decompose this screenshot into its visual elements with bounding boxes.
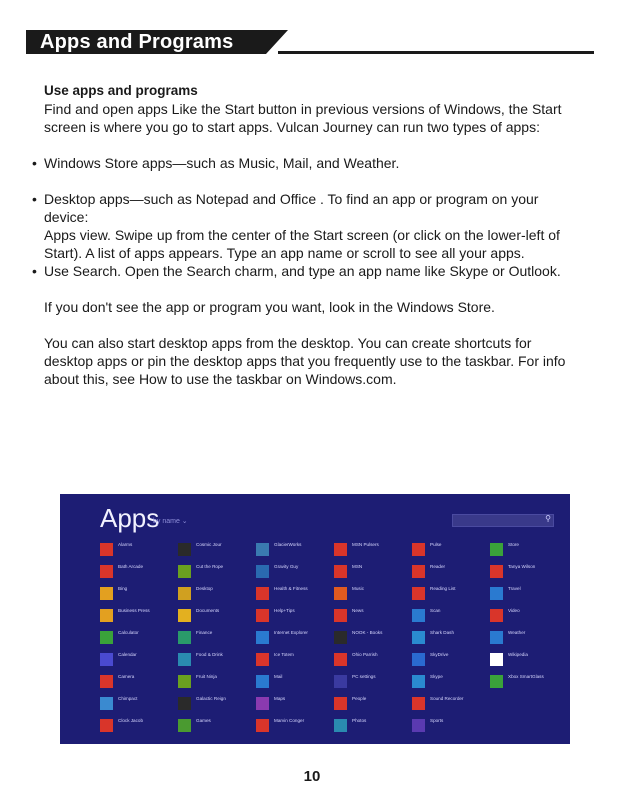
app-tile[interactable] — [178, 716, 258, 738]
app-name: Desktop — [196, 586, 213, 591]
app-icon — [256, 565, 269, 578]
app-tile[interactable] — [490, 584, 570, 606]
app-name: Travel — [508, 586, 521, 591]
app-icon — [412, 697, 425, 710]
app-name: Chimpact — [118, 696, 138, 701]
app-name: Galactic Reign — [196, 696, 226, 701]
app-icon — [412, 609, 425, 622]
app-icon — [334, 587, 347, 600]
app-column — [490, 540, 570, 694]
apps-title: Apps — [100, 503, 160, 533]
app-tile[interactable] — [100, 562, 180, 584]
app-name: Food & Drink — [196, 652, 223, 657]
app-tile[interactable] — [412, 716, 492, 738]
body-text — [32, 82, 584, 388]
app-name: Skype — [430, 674, 443, 679]
app-name: Calendar — [118, 652, 137, 657]
app-column — [178, 540, 258, 738]
app-name: Bath Arcade — [118, 564, 144, 569]
app-icon — [100, 675, 113, 688]
app-icon — [100, 587, 113, 600]
app-tile[interactable] — [490, 540, 570, 562]
app-icon — [256, 543, 269, 556]
desktop-note: You can also start desktop apps from the desktop. You can create shortcuts for desktop apps or pin the desktop apps that you frequently use to the taskbar. For info about this, see How to use the taskbar on Windows.com. — [44, 335, 566, 387]
app-tile[interactable] — [100, 650, 180, 672]
app-tile[interactable] — [100, 540, 180, 562]
app-icon — [178, 587, 191, 600]
app-tile[interactable] — [100, 694, 180, 716]
app-icon — [412, 587, 425, 600]
app-name: Shark Dash — [430, 630, 455, 635]
app-tile[interactable] — [490, 650, 570, 672]
app-icon — [334, 631, 347, 644]
apps-view-screenshot — [60, 494, 570, 744]
app-tile[interactable] — [412, 694, 492, 716]
app-icon — [334, 719, 347, 732]
app-name: Sports — [430, 718, 444, 723]
app-icon — [412, 631, 425, 644]
app-icon — [178, 653, 191, 666]
app-icon — [178, 631, 191, 644]
app-icon — [412, 719, 425, 732]
app-name: SkyDrive — [430, 652, 449, 657]
app-name: Mail — [274, 674, 283, 679]
app-icon — [100, 543, 113, 556]
app-tile[interactable] — [490, 628, 570, 650]
app-name: Pulse — [430, 542, 442, 547]
app-tile[interactable] — [334, 562, 414, 584]
app-column — [256, 540, 336, 738]
app-tile[interactable] — [412, 650, 492, 672]
app-tile[interactable] — [334, 716, 414, 738]
bullet-desktop-apps: • Desktop apps—such as Notepad and Office . To find an app or program on your device: — [32, 191, 539, 225]
app-icon — [490, 631, 503, 644]
app-icon — [490, 675, 503, 688]
app-tile[interactable] — [256, 606, 336, 628]
app-icon — [490, 565, 503, 578]
app-name: NOOK - Books — [352, 630, 383, 635]
app-icon — [412, 543, 425, 556]
app-name: Clock Jacob — [118, 718, 144, 723]
app-name: Fruit Ninja — [196, 674, 217, 679]
header-rule — [278, 51, 594, 54]
app-tile[interactable] — [334, 584, 414, 606]
app-name: Alarms — [118, 542, 133, 547]
app-icon — [490, 609, 503, 622]
app-icon — [100, 609, 113, 622]
app-icon — [256, 587, 269, 600]
app-icon — [256, 719, 269, 732]
app-name: Gravity Guy — [274, 564, 299, 569]
app-icon — [178, 675, 191, 688]
app-name: People — [352, 696, 367, 701]
app-name: Camera — [118, 674, 135, 679]
app-name: Tanya Wilson — [508, 564, 536, 569]
app-tile[interactable] — [256, 540, 336, 562]
app-icon — [412, 675, 425, 688]
app-column — [412, 540, 492, 738]
app-tile[interactable] — [178, 606, 258, 628]
apps-search-box[interactable] — [452, 514, 554, 527]
apps-view-paragraph: Apps view. Swipe up from the center of the Start screen (or click on the lower-left of Start). A list of apps appears. Type an app name or scroll to see all your apps. — [44, 227, 560, 261]
app-name: Store — [508, 542, 519, 547]
app-name: Ice Totem — [274, 652, 294, 657]
section-header — [26, 30, 594, 56]
app-name: Bing — [118, 586, 128, 591]
app-tile[interactable] — [334, 540, 414, 562]
app-tile[interactable] — [100, 584, 180, 606]
app-column — [334, 540, 414, 738]
app-tile[interactable] — [490, 672, 570, 694]
app-tile[interactable] — [178, 694, 258, 716]
app-name: Weather — [508, 630, 526, 635]
app-name: Music — [352, 586, 364, 591]
app-name: Xbox SmartGlass — [508, 674, 544, 679]
app-name: Business Press — [118, 608, 150, 613]
app-name: Reader — [430, 564, 446, 569]
search-icon: ⚲ — [545, 514, 551, 523]
app-icon — [334, 609, 347, 622]
app-tile[interactable] — [334, 694, 414, 716]
app-icon — [490, 653, 503, 666]
app-icon — [178, 543, 191, 556]
app-tile[interactable] — [412, 672, 492, 694]
app-icon — [490, 587, 503, 600]
app-icon — [100, 631, 113, 644]
sort-dropdown[interactable]: by name ⌄ — [153, 518, 188, 525]
app-name: Finance — [196, 630, 213, 635]
app-name: Games — [196, 718, 211, 723]
app-name: Health & Fitness — [274, 586, 308, 591]
app-name: PC settings — [352, 674, 376, 679]
app-icon — [412, 565, 425, 578]
app-icon — [334, 697, 347, 710]
app-tile[interactable] — [412, 584, 492, 606]
app-icon — [256, 609, 269, 622]
app-icon — [100, 565, 113, 578]
bullet-search: • Use Search. Open the Search charm, and type an app name like Skype or Outlook. — [32, 263, 561, 279]
app-name: Photos — [352, 718, 367, 723]
app-icon — [256, 675, 269, 688]
app-tile[interactable] — [256, 716, 336, 738]
app-name: Maps — [274, 696, 286, 701]
app-tile[interactable] — [100, 606, 180, 628]
app-name: Cut the Rope — [196, 564, 224, 569]
app-icon — [256, 653, 269, 666]
app-tile[interactable] — [100, 628, 180, 650]
app-tile[interactable] — [256, 628, 336, 650]
app-tile[interactable] — [412, 540, 492, 562]
app-tile[interactable] — [412, 562, 492, 584]
app-column — [100, 540, 180, 738]
app-tile[interactable] — [256, 584, 336, 606]
app-name: Help+Tips — [274, 608, 295, 613]
app-name: Scan — [430, 608, 441, 613]
app-icon — [256, 697, 269, 710]
app-name: MSN Pulsers — [352, 542, 379, 547]
app-tile[interactable] — [256, 672, 336, 694]
app-icon — [178, 609, 191, 622]
bullet-store-apps: • Windows Store apps—such as Music, Mail, and Weather. — [32, 155, 400, 171]
app-name: Internet Explorer — [274, 630, 308, 635]
app-icon — [256, 631, 269, 644]
page-title: Apps and Programs — [40, 31, 234, 53]
app-tile[interactable] — [490, 562, 570, 584]
app-tile[interactable] — [412, 606, 492, 628]
app-icon — [178, 719, 191, 732]
page-number: 10 — [303, 768, 321, 785]
app-tile[interactable] — [178, 672, 258, 694]
app-name: Video — [508, 608, 520, 613]
app-name: Sound Recorder — [430, 696, 464, 701]
app-icon — [178, 565, 191, 578]
app-icon — [412, 653, 425, 666]
app-tile[interactable] — [412, 628, 492, 650]
app-name: Wikipedia — [508, 652, 528, 657]
app-tile[interactable] — [178, 628, 258, 650]
app-icon — [100, 719, 113, 732]
app-tile[interactable] — [490, 606, 570, 628]
app-icon — [100, 697, 113, 710]
app-icon — [178, 697, 191, 710]
app-icon — [334, 675, 347, 688]
app-name: Marvin Conger — [274, 718, 305, 723]
app-tile[interactable] — [178, 584, 258, 606]
app-name: Documents — [196, 608, 220, 613]
app-icon — [334, 653, 347, 666]
store-note: If you don't see the app or program you want, look in the Windows Store. — [44, 299, 495, 315]
app-icon — [334, 543, 347, 556]
app-tile[interactable] — [100, 672, 180, 694]
app-tile[interactable] — [256, 562, 336, 584]
app-name: Cosmic Jour — [196, 542, 222, 547]
app-name: Calculator — [118, 630, 139, 635]
app-tile[interactable] — [334, 650, 414, 672]
app-icon — [100, 653, 113, 666]
intro-paragraph: Find and open apps Like the Start button in previous versions of Windows, the Start screen is where you go to start apps. Vulcan Journey can run two types of apps: — [44, 101, 562, 135]
app-name: Ohio Parrish — [352, 652, 378, 657]
app-name: GlacierWorks — [274, 542, 302, 547]
app-tile[interactable] — [256, 694, 336, 716]
app-name: MSN — [352, 564, 363, 569]
app-icon — [334, 565, 347, 578]
app-tile[interactable] — [178, 562, 258, 584]
app-tile[interactable] — [334, 606, 414, 628]
app-name: Reading List — [430, 586, 456, 591]
app-icon — [490, 543, 503, 556]
app-tile[interactable] — [178, 540, 258, 562]
app-tile[interactable] — [334, 672, 414, 694]
section-heading: Use apps and programs — [44, 83, 198, 98]
app-tile[interactable] — [334, 628, 414, 650]
app-tile[interactable] — [100, 716, 180, 738]
app-tile[interactable] — [178, 650, 258, 672]
app-tile[interactable] — [256, 650, 336, 672]
app-name: News — [352, 608, 364, 613]
